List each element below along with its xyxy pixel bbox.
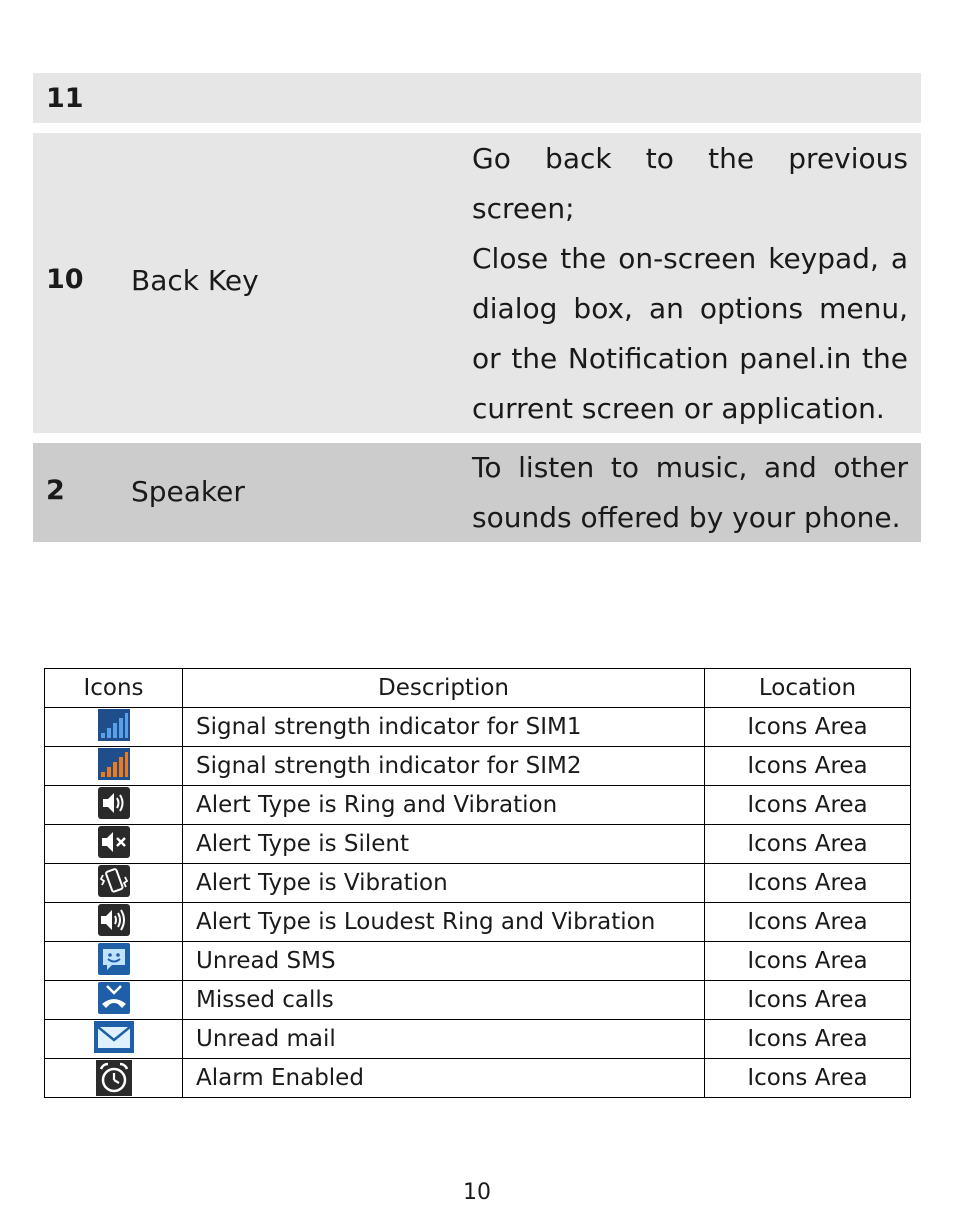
icon-location: Icons Area: [705, 708, 911, 747]
table-row: [45, 903, 911, 942]
icon-description: Alarm Enabled: [183, 1059, 705, 1098]
header-location: Location: [705, 669, 911, 708]
signal-sim2-icon: [98, 748, 130, 780]
loudest-ring-icon: [98, 904, 130, 936]
key-description: To listen to music, and other sounds offered by your phone.: [472, 451, 908, 534]
icon-location: Icons Area: [705, 747, 911, 786]
status-icons-table: [44, 668, 911, 1098]
key-number: 11: [46, 83, 84, 114]
key-name: Speaker: [131, 475, 245, 508]
icon-location: Icons Area: [705, 1020, 911, 1059]
icon-description: Signal strength indicator for SIM2: [183, 747, 705, 786]
icon-description: Unread SMS: [183, 942, 705, 981]
icon-location: Icons Area: [705, 903, 911, 942]
table-row: [45, 708, 911, 747]
icon-location: Icons Area: [705, 825, 911, 864]
silent-icon: [98, 826, 130, 858]
table-row: [45, 747, 911, 786]
page-number: 10: [463, 1180, 491, 1205]
table-row: [45, 981, 911, 1020]
header-description: Description: [183, 669, 705, 708]
vibration-icon: [98, 865, 130, 897]
unread-sms-icon: [98, 943, 130, 975]
alarm-icon: [96, 1060, 132, 1096]
key-description: [472, 134, 908, 434]
icon-location: Icons Area: [705, 1059, 911, 1098]
icon-description: Alert Type is Vibration: [183, 864, 705, 903]
key-row-speaker: [33, 443, 921, 542]
missed-call-icon: [98, 982, 130, 1014]
table-row: [45, 825, 911, 864]
icon-location: Icons Area: [705, 786, 911, 825]
icon-description: Signal strength indicator for SIM1: [183, 708, 705, 747]
table-row: [45, 864, 911, 903]
icon-description: Alert Type is Ring and Vibration: [183, 786, 705, 825]
icon-description: Unread mail: [183, 1020, 705, 1059]
key-row-11: [33, 73, 921, 123]
icon-location: Icons Area: [705, 864, 911, 903]
icon-description: Missed calls: [183, 981, 705, 1020]
icon-description: Alert Type is Loudest Ring and Vibration: [183, 903, 705, 942]
table-row: [45, 942, 911, 981]
table-header-row: [45, 669, 911, 708]
key-description-line-1: Go back to the previous screen;: [472, 142, 908, 225]
table-row: [45, 1020, 911, 1059]
icon-description: Alert Type is Silent: [183, 825, 705, 864]
key-number: 2: [46, 475, 65, 506]
key-description-line-2: Close the on-screen keypad, a dialog box, an options menu, or the Notification panel.in the current screen or application.: [472, 242, 908, 425]
header-icons: Icons: [45, 669, 183, 708]
key-row-back-key: [33, 133, 921, 433]
signal-sim1-icon: [98, 709, 130, 741]
icon-location: Icons Area: [705, 981, 911, 1020]
table-row: [45, 1059, 911, 1098]
ring-vibration-icon: [98, 787, 130, 819]
table-row: [45, 786, 911, 825]
key-name: Back Key: [131, 264, 259, 297]
icon-location: Icons Area: [705, 942, 911, 981]
key-number: 10: [46, 264, 84, 295]
unread-mail-icon: [93, 1021, 135, 1053]
